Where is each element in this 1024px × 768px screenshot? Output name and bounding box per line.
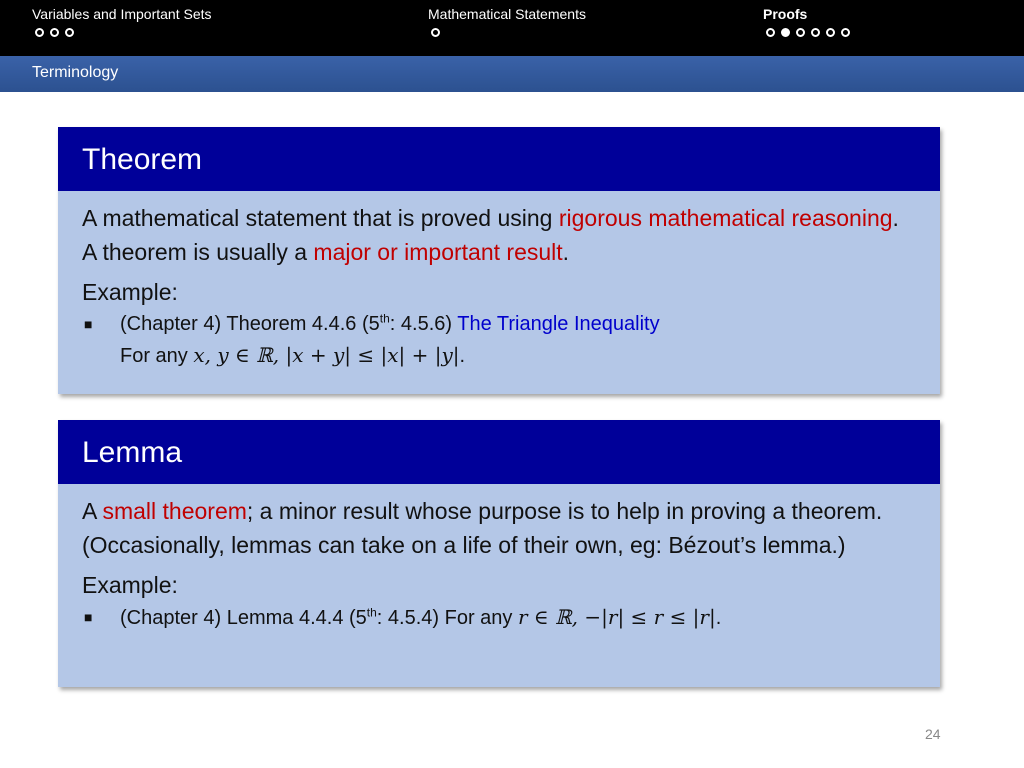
example-label: Example: [82,572,178,598]
nav-dot-icon[interactable] [781,28,790,37]
example-label: Example: [82,279,178,305]
nav-dots [766,28,850,37]
highlight-text: rigorous mathematical reasoning [558,205,893,231]
superscript: th [379,311,390,326]
definition-text: A [82,498,103,524]
block-title: Lemma [58,420,940,484]
nav-section-statements[interactable] [428,6,586,37]
nav-dot-icon[interactable] [50,28,59,37]
highlight-text: major or important result [313,239,563,265]
nav-dot-icon[interactable] [766,28,775,37]
formula: r ∈ ℝ, −|r| ≤ r ≤ |r| [517,605,716,629]
nav-dot-icon[interactable] [431,28,440,37]
formula: x, y ∈ ℝ, |x + y| ≤ |x| + |y| [193,343,460,367]
square-bullet-icon: ■ [84,316,93,332]
definition-text: ; a minor result whose purpose is to help in proving a theorem. (Occasionally, lemmas can take on a life of their own, eg: Bézout’s lemma.) [82,498,883,558]
example-item [82,309,916,372]
page-number: 24 [925,726,941,742]
theorem-definition [82,201,916,269]
reference-text: : 4.5.4) For any [376,607,518,629]
reference-text: (Chapter 4) Lemma 4.4.4 (5 [120,607,367,629]
block-body [58,484,940,634]
nav-section-title[interactable]: Proofs [763,6,808,22]
subsection-bar [0,56,1024,92]
nav-section-title[interactable]: Variables and Important Sets [32,6,212,22]
nav-dots [431,28,586,37]
formula-suffix: . [715,607,722,629]
square-bullet-icon: ■ [84,609,93,625]
definition-text: . A theorem is usually a [82,205,899,265]
nav-section-title[interactable]: Mathematical Statements [428,6,586,22]
subsection-title: Terminology [32,64,119,81]
theorem-name: The Triangle Inequality [457,313,660,335]
nav-section-proofs[interactable] [763,6,850,37]
nav-dot-icon[interactable] [796,28,805,37]
nav-dot-icon[interactable] [65,28,74,37]
theorem-block [58,127,940,394]
formula-suffix: . [459,345,466,367]
formula-prefix: For any [120,345,194,367]
lemma-definition [82,494,916,562]
superscript: th [366,605,377,620]
reference-text: : 4.5.6) [389,313,458,335]
definition-text: . [562,239,570,265]
lemma-block [58,420,940,687]
highlight-text: small theorem [102,498,247,524]
definition-text: A mathematical statement that is proved using [82,205,559,231]
block-title: Theorem [58,127,940,191]
reference-text: (Chapter 4) Theorem 4.4.6 (5 [120,313,380,335]
nav-dots [35,28,212,37]
block-body [58,191,940,372]
nav-section-variables[interactable] [32,6,212,37]
nav-dot-icon[interactable] [841,28,850,37]
nav-dot-icon[interactable] [35,28,44,37]
top-navigation-bar [0,0,1024,56]
nav-dot-icon[interactable] [811,28,820,37]
nav-dot-icon[interactable] [826,28,835,37]
example-item [82,602,916,634]
